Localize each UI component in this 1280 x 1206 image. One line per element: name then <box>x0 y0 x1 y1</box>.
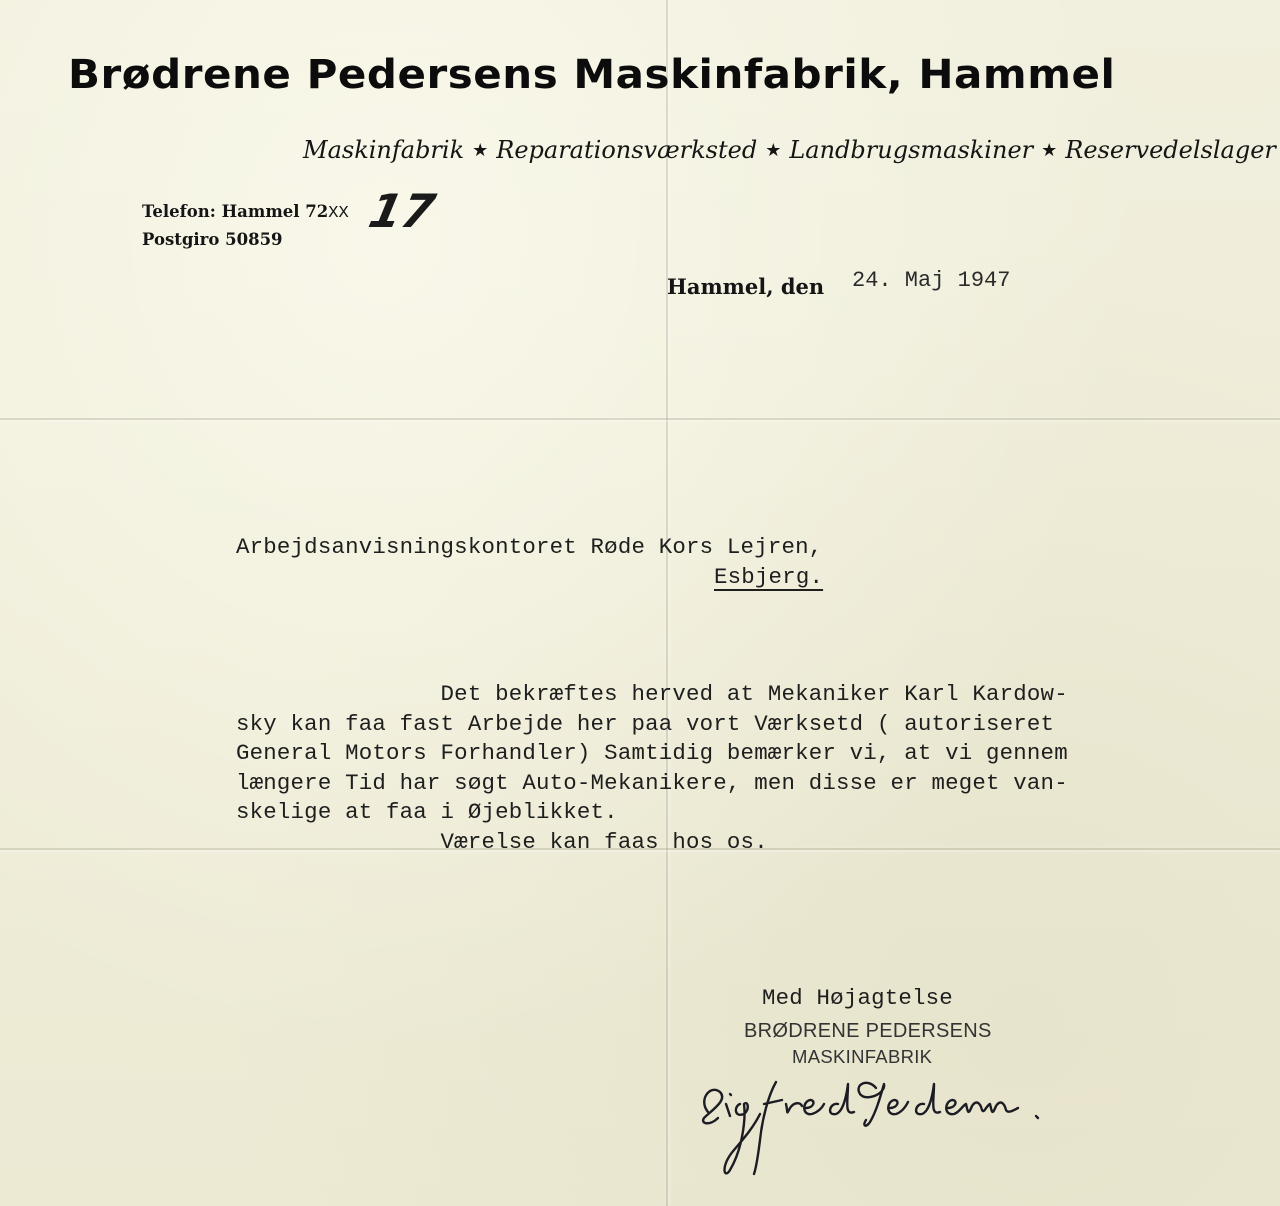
body-line: General Motors Forhandler) Samtidig bemærker vi, at vi gennem <box>236 740 1068 766</box>
body-line: Det bekræftes herved at Mekaniker Karl Kardow- <box>236 681 1068 707</box>
telephone-typed-overstrike: XX <box>328 204 349 223</box>
handwritten-telephone-number: 17 <box>364 184 440 238</box>
star-icon: ★ <box>765 140 782 161</box>
telephone-line <box>142 202 349 223</box>
body-line: sky kan faa fast Arbejde her paa vort Værksetd ( autoriseret <box>236 710 1055 737</box>
service-1: Maskinfabrik <box>303 136 465 164</box>
company-stamp-line-2: MASKINFABRIK <box>792 1046 933 1067</box>
services-line <box>303 136 1276 164</box>
closing-greeting: Med Højagtelse <box>762 985 953 1011</box>
recipient-line-1: Arbejdsanvisningskontoret Røde Kors Lejren, <box>236 534 823 560</box>
handwritten-signature <box>690 1070 1090 1190</box>
telephone-label: Telefon: Hammel 72 <box>142 202 329 221</box>
postgiro-line: Postgiro 50859 <box>142 230 283 249</box>
company-stamp-line-1: BRØDRENE PEDERSENS <box>744 1020 992 1042</box>
recipient-city: Esbjerg. <box>714 564 824 590</box>
body-line: skelige at faa i Øjeblikket. <box>236 799 618 825</box>
body-line: længere Tid har søgt Auto-Mekanikere, men disse er meget van- <box>236 769 1068 796</box>
service-4: Reservedelslager <box>1065 136 1276 164</box>
company-name: Brødrene Pedersens Maskinfabrik, Hammel <box>68 52 1116 98</box>
date-place-label: Hammel, den <box>667 274 825 299</box>
star-icon: ★ <box>472 140 489 161</box>
letter-body <box>236 680 1068 857</box>
star-icon: ★ <box>1041 140 1058 161</box>
service-2: Reparationsværksted <box>496 136 758 164</box>
letter-date: 24. Maj 1947 <box>852 268 1011 293</box>
service-3: Landbrugsmaskiner <box>789 136 1034 164</box>
vertical-fold-line <box>666 0 668 1206</box>
body-line: Værelse kan faas hos os. <box>236 828 768 855</box>
upper-fold-line <box>0 418 1280 420</box>
